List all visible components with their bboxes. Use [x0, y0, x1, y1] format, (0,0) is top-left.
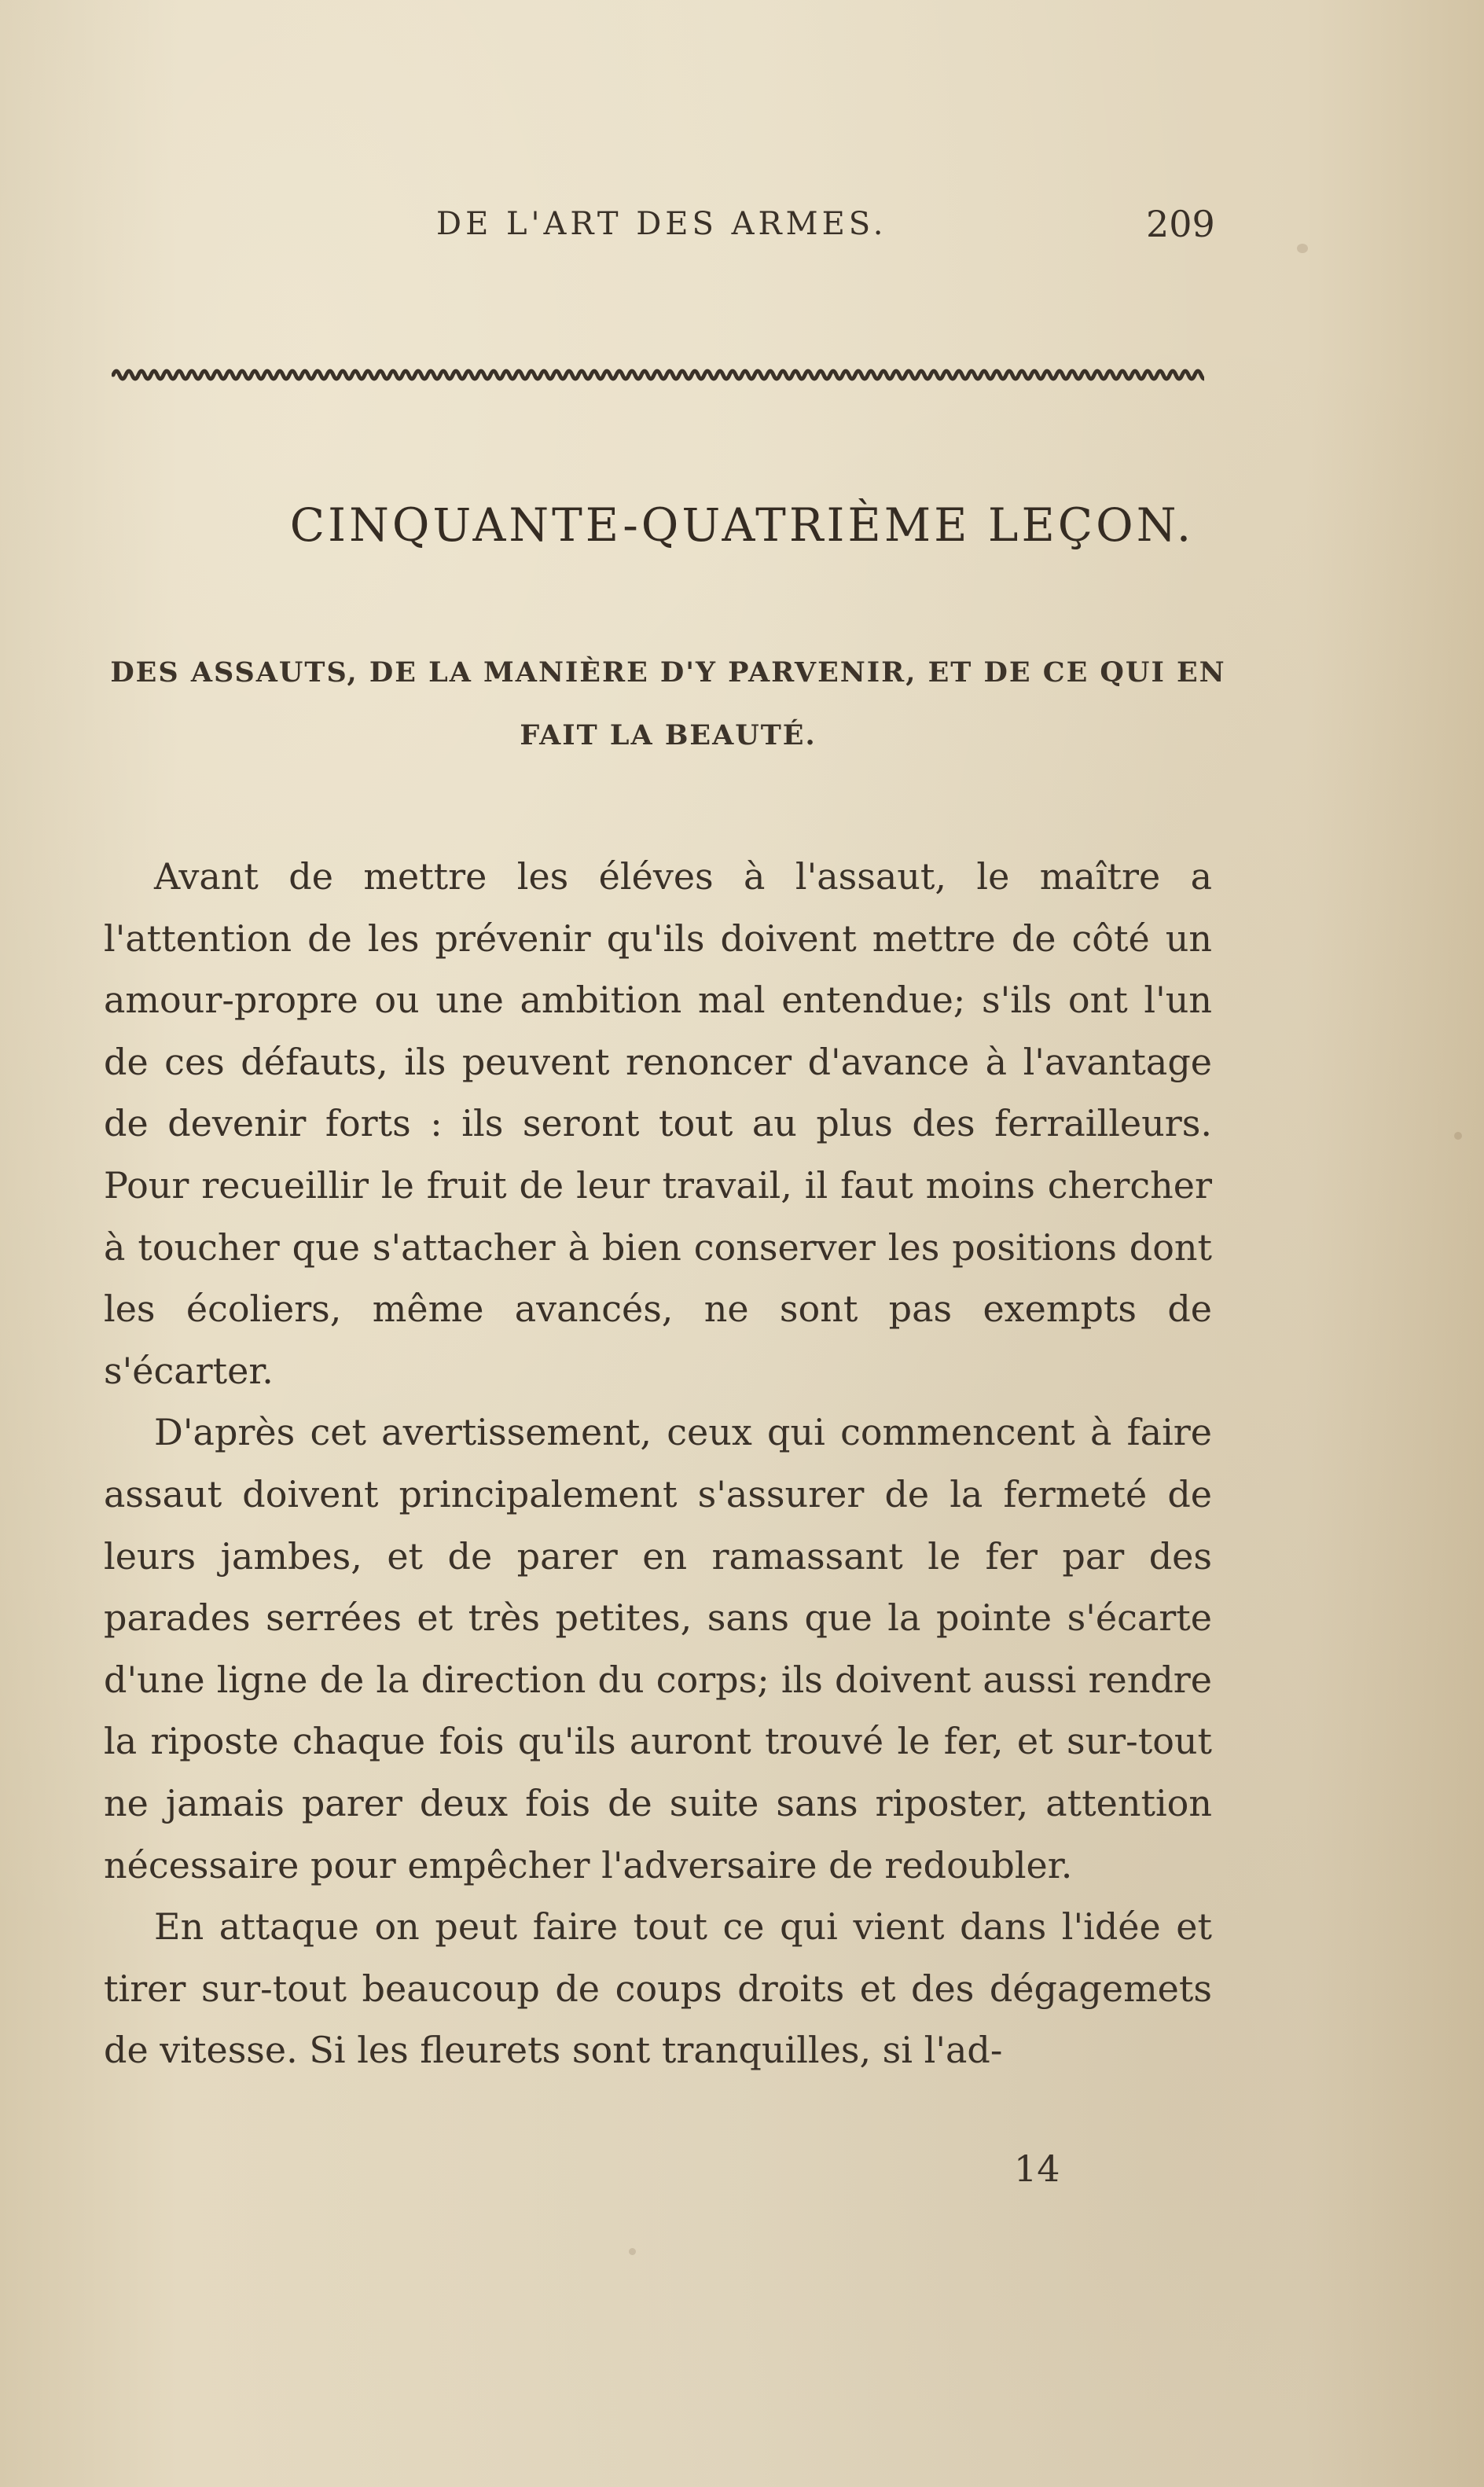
running-head: DE L'ART DES ARMES. [436, 206, 887, 242]
paragraph-1: Avant de mettre les éléves à l'assaut, le maître a l'attention de les prévenir qu'ils doivent mettre de côté un amour-propre ou une ambition mal entendue; s'ils ont l'un de ces défauts, ils peuvent renoncer d'avance à l'avantage de devenir forts : ils seront tout au plus des ferrailleurs. Pour recueillir le fruit de leur travail, il faut moins chercher à toucher que s'attacher à bien conserver les positions dont les écoliers, même avancés, ne sont pas exempts de s'écarter. [104, 855, 1212, 1392]
page-number: 209 [1146, 203, 1215, 245]
lesson-title: CINQUANTE-QUATRIÈME LEÇON. [289, 498, 1195, 552]
foxing-spot [1454, 1132, 1462, 1140]
foxing-spot [1297, 244, 1308, 253]
lesson-subtitle: DES ASSAUTS, DE LA MANIÈRE D'Y PARVENIR, ET DE CE QUI EN FAIT LA BEAUTÉ. [110, 656, 1226, 751]
body-text [104, 846, 1212, 2081]
paragraph-2: D'après cet avertissement, ceux qui commencent à faire assaut doivent principalement s'assurer de la fermeté de leurs jambes, et de parer en ramassant le fer par des parades serrées et très petites, sans que la pointe s'écarte d'une ligne de la direction du corps; ils doivent aussi rendre la riposte chaque fois qu'ils auront trouvé le fer, et sur-tout ne jamais parer deux fois de suite sans riposter, attention nécessaire pour empêcher l'adversaire de redoubler. [104, 1411, 1212, 1886]
signature-mark: 14 [1014, 2147, 1060, 2190]
paragraph-3: En attaque on peut faire tout ce qui vient dans l'idée et tirer sur-tout beaucoup de coups droits et des dégagemets de vitesse. Si les fleurets sont tranquilles, si l'ad- [104, 1905, 1212, 2072]
foxing-spot [629, 2248, 636, 2255]
wavy-rule-ornament [112, 363, 1204, 387]
wavy-rule-line [113, 371, 1204, 379]
